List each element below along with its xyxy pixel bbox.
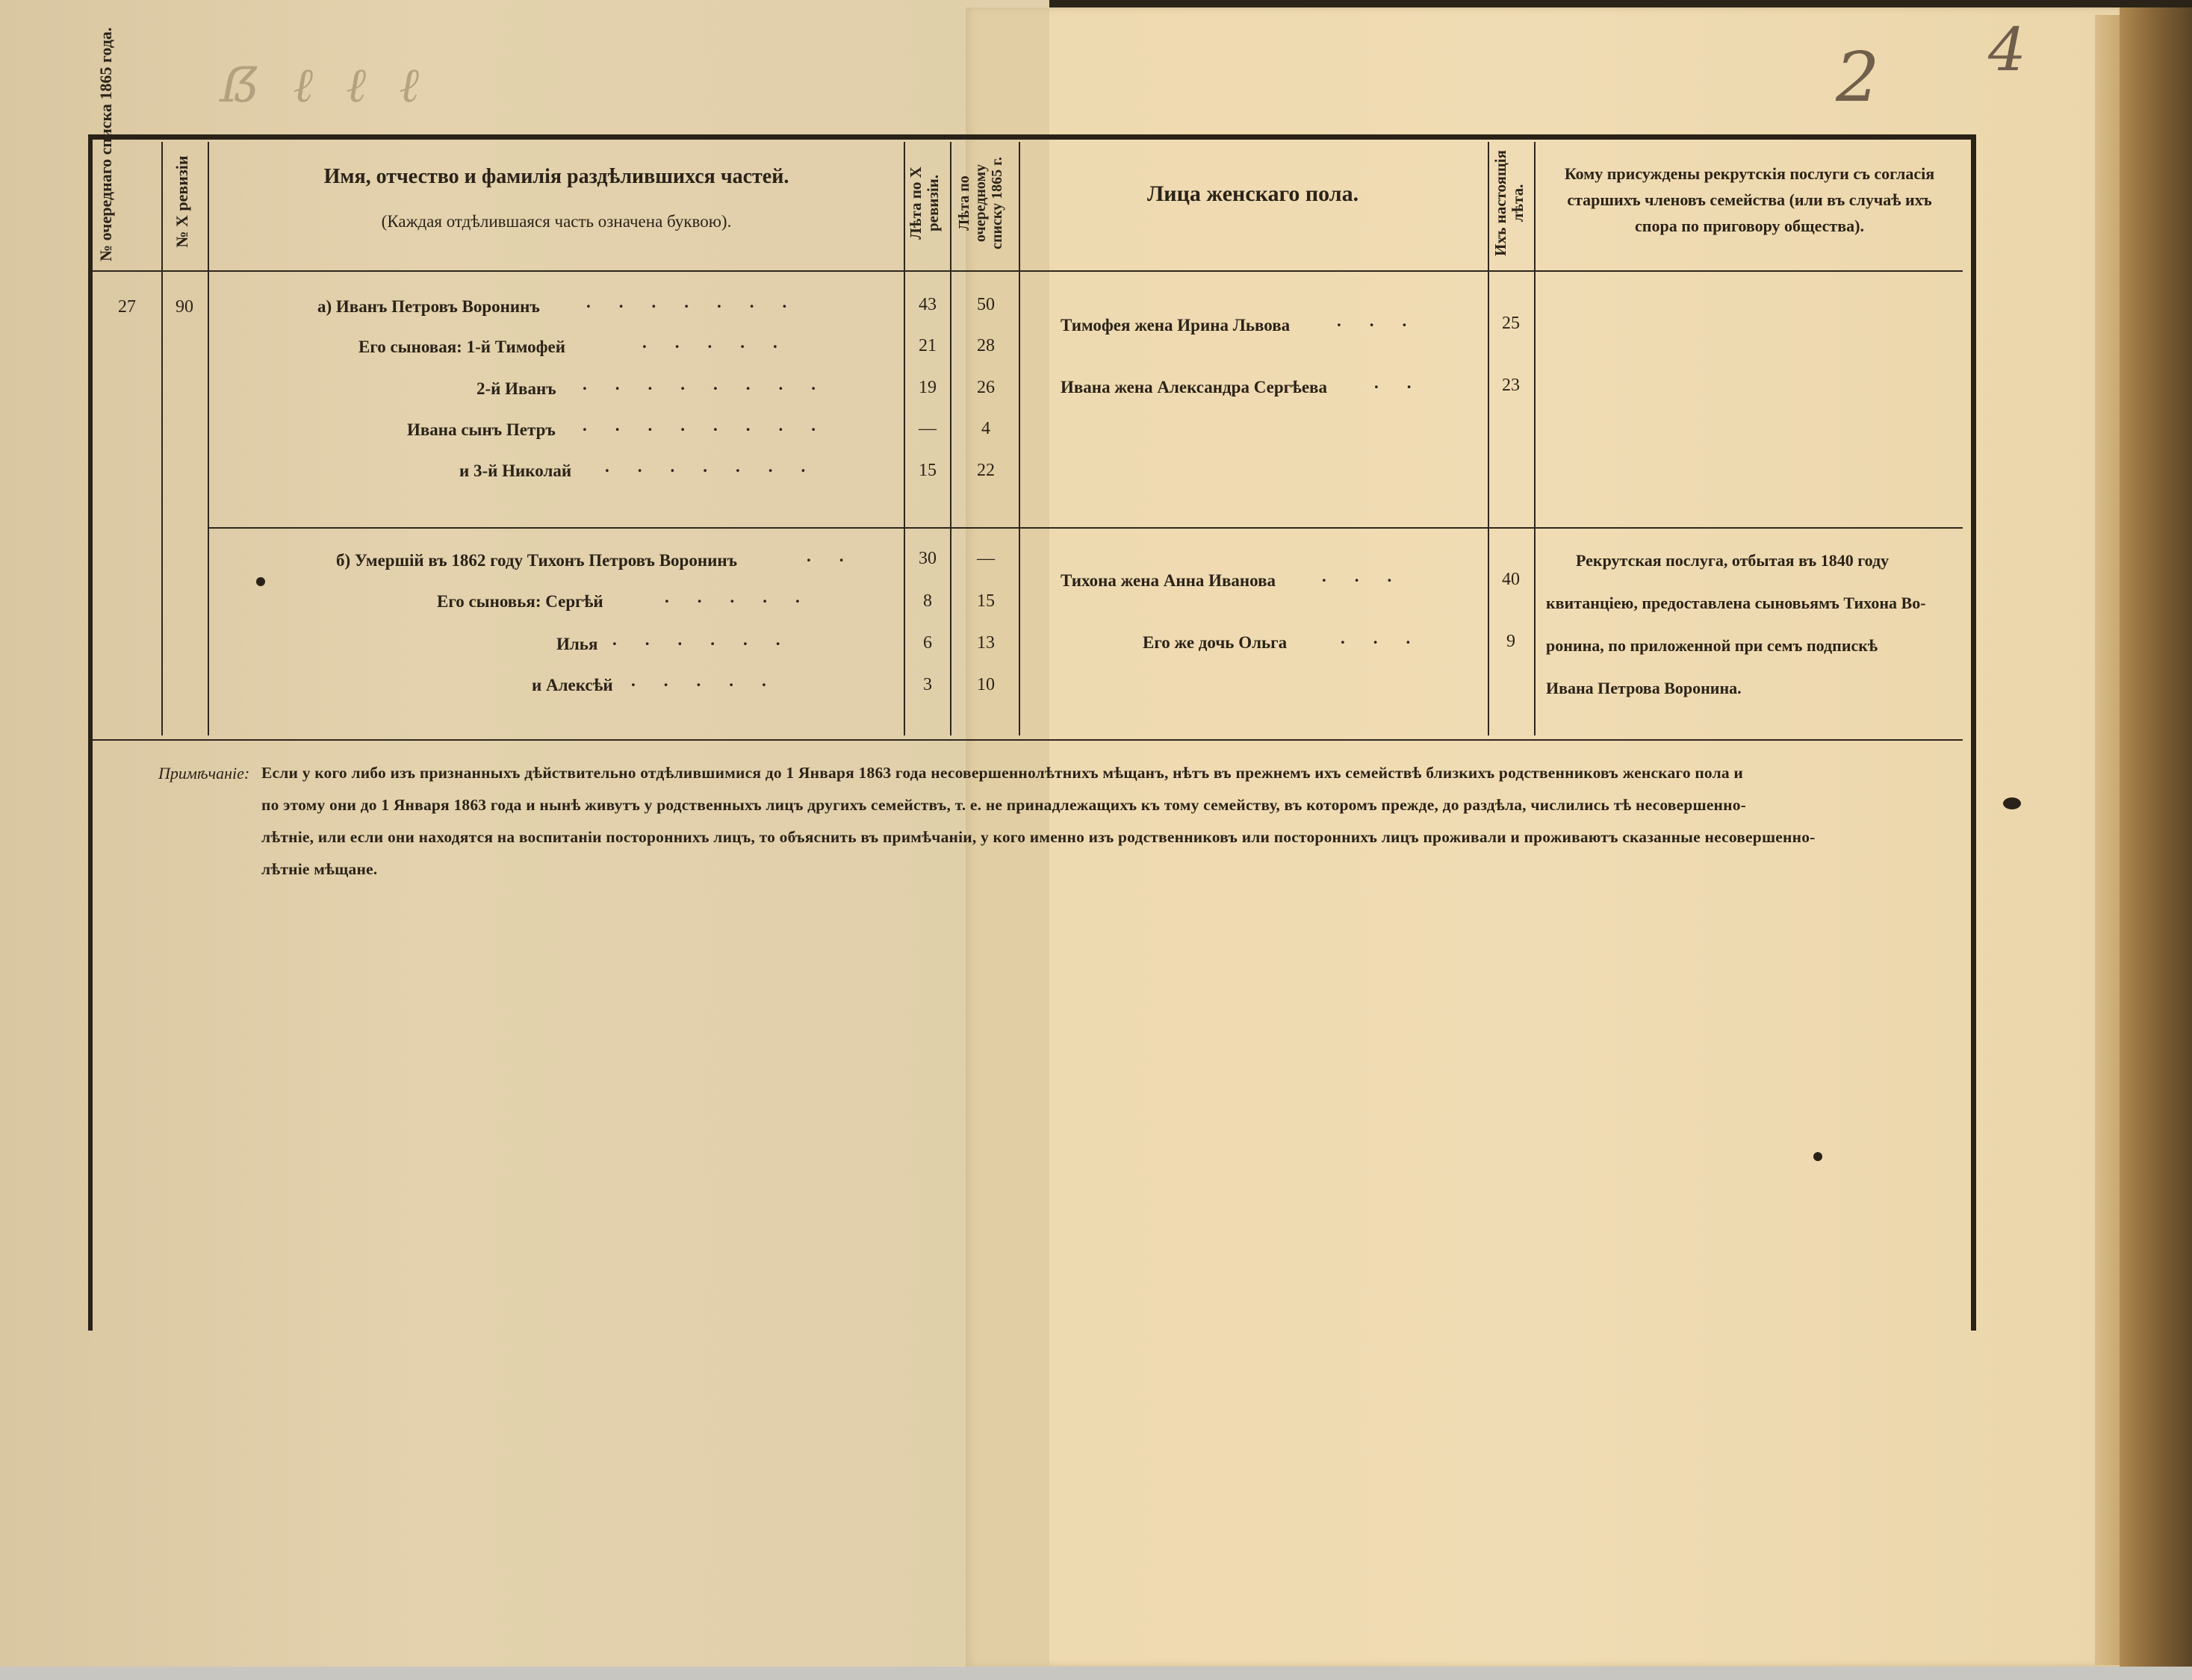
age-1865: 28 [977, 336, 995, 355]
person-name: 2-й Иванъ [476, 379, 556, 398]
leader-dots: .. [1374, 373, 1440, 392]
leader-dots: ...... [612, 630, 809, 649]
person-name: Его сыновая: 1-й Тимофей [358, 337, 565, 356]
woman-name: Тимофея жена Ирина Львова [1061, 316, 1291, 335]
woman-age: 40 [1502, 570, 1520, 589]
column-divider [161, 142, 163, 735]
age-revision: 21 [919, 336, 937, 355]
age-revision: 19 [919, 378, 937, 397]
leader-dots: ... [1341, 629, 1439, 647]
age-revision: 15 [919, 461, 937, 480]
person-name: Его сыновья: Сергѣй [437, 592, 603, 611]
leader-dots: ........ [583, 416, 844, 435]
ink-blot [2003, 797, 2021, 809]
bottom-strip [0, 1667, 2192, 1680]
table-bottom-rule [93, 739, 1963, 741]
column-divider [208, 142, 209, 735]
person-name: Ивана сынъ Петръ [407, 420, 556, 439]
person-name: а) Иванъ Петровъ Воронинъ [317, 297, 540, 316]
footnote-line: лѣтніе мѣщане. [261, 860, 378, 878]
column-divider [1019, 142, 1020, 735]
footnote-line: по этому они до 1 Января 1863 года и нынѣ живутъ у родственныхъ лицъ другихъ семействъ, т. е. не принадлежащихъ къ тому семейству, въ которомъ прежде, до раздѣла, числились тѣ несовершенно- [261, 796, 1747, 814]
ink-blot [1813, 1152, 1822, 1161]
age-revision: 8 [923, 591, 932, 611]
footnote-label: Примѣчаніе: [158, 764, 250, 783]
age-revision: 6 [923, 633, 932, 653]
leader-dots: ..... [631, 671, 795, 690]
leader-dots: ........ [583, 375, 844, 393]
age-revision: 30 [919, 549, 937, 568]
age-revision: — [919, 419, 937, 438]
handwritten-folio-number: 4 [1988, 15, 2026, 84]
header-women-age: Ихъ настоящія лѣта. [1491, 150, 1527, 256]
age-1865: 10 [977, 675, 995, 694]
header-list-number: № очереднаго списка 1865 года. [96, 27, 115, 261]
footnote-line: Если у кого либо изъ признанныхъ дѣйствительно отдѣлившимися до 1 Января 1863 года несовершеннолѣтнихъ мѣщанъ, нѣтъ въ прежнемъ ихъ семействѣ близкихъ родственниковъ женскаго пола и [261, 764, 1743, 782]
header-names-title: Имя, отчество и фамилія раздѣлившихся частей. [323, 165, 789, 188]
column-divider [950, 142, 951, 735]
faded-handwriting-smudge: ẞ ℓ ℓ ℓ [220, 58, 429, 113]
person-name: и Алексѣй [532, 676, 613, 694]
column-divider [1534, 142, 1536, 735]
list-number: 27 [118, 297, 136, 317]
age-1865: 15 [977, 591, 995, 611]
revision-number: 90 [176, 297, 193, 317]
person-name: б) Умершій въ 1862 году Тихонъ Петровъ Воронинъ [336, 551, 737, 570]
header-revision-number: № X ревизіи [173, 155, 191, 248]
leader-dots: ....... [605, 457, 834, 476]
age-1865: 26 [977, 378, 995, 397]
header-rule [93, 270, 1963, 272]
person-name: Илья [556, 635, 598, 653]
age-1865: 4 [981, 419, 990, 438]
age-1865: 13 [977, 633, 995, 653]
woman-name: Тихона жена Анна Иванова [1061, 571, 1276, 590]
age-revision: 3 [923, 675, 932, 694]
ink-blot [256, 577, 265, 586]
age-revision: 43 [919, 295, 937, 314]
woman-age: 9 [1506, 632, 1515, 651]
age-1865: — [977, 549, 995, 568]
woman-name: Ивана жена Александра Сергѣева [1061, 378, 1327, 396]
age-1865: 22 [977, 461, 995, 480]
page-edge-inner [2095, 15, 2120, 1665]
leader-dots: ..... [642, 333, 806, 352]
footnote-line: лѣтніе, или если они находятся на воспитаніи постороннихъ лицъ, то объяснить въ примѣчаніи, у кого именно изъ родственниковъ или постороннихъ лицъ проживали и проживаютъ сказанные несовершенно- [261, 828, 1816, 846]
woman-age: 25 [1502, 314, 1520, 333]
person-name: и 3-й Николай [459, 461, 572, 480]
header-age-revision: Лѣта по X ревизіи. [907, 167, 943, 240]
woman-name: Его же дочь Ольга [1143, 633, 1288, 652]
header-age-1865: Лѣта по очередному списку 1865 г. [956, 157, 1005, 249]
recruit-note-line: ронина, по приложенной при семъ подпискѣ [1546, 636, 1878, 655]
leader-dots: ..... [665, 588, 828, 606]
book-edge [2120, 7, 2192, 1680]
recruit-note-line: Рекрутская послуга, отбытая въ 1840 году [1576, 551, 1890, 570]
leader-dots: ....... [586, 293, 816, 311]
recruit-note-line: квитанціею, предоставлена сыновьямъ Тихона Во- [1546, 594, 1926, 612]
section-divider [208, 527, 1963, 529]
header-women: Лица женскаго пола. [1146, 181, 1359, 206]
leader-dots: .. [807, 547, 872, 565]
header-names-subtitle: (Каждая отдѣлившаяся часть означена буквою). [381, 212, 732, 231]
woman-age: 23 [1502, 376, 1520, 395]
handwritten-page-number: 2 [1836, 37, 1880, 117]
leader-dots: ... [1337, 311, 1435, 330]
recruit-note-line: Ивана Петрова Воронина. [1546, 679, 1742, 697]
header-recruit-duty: Кому присуждены рекрутскія послуги съ согласія старшихъ членовъ семейства (или въ случаѣ ихъ спора по приговору общества). [1564, 164, 1935, 236]
age-1865: 50 [977, 295, 995, 314]
leader-dots: ... [1322, 567, 1421, 585]
